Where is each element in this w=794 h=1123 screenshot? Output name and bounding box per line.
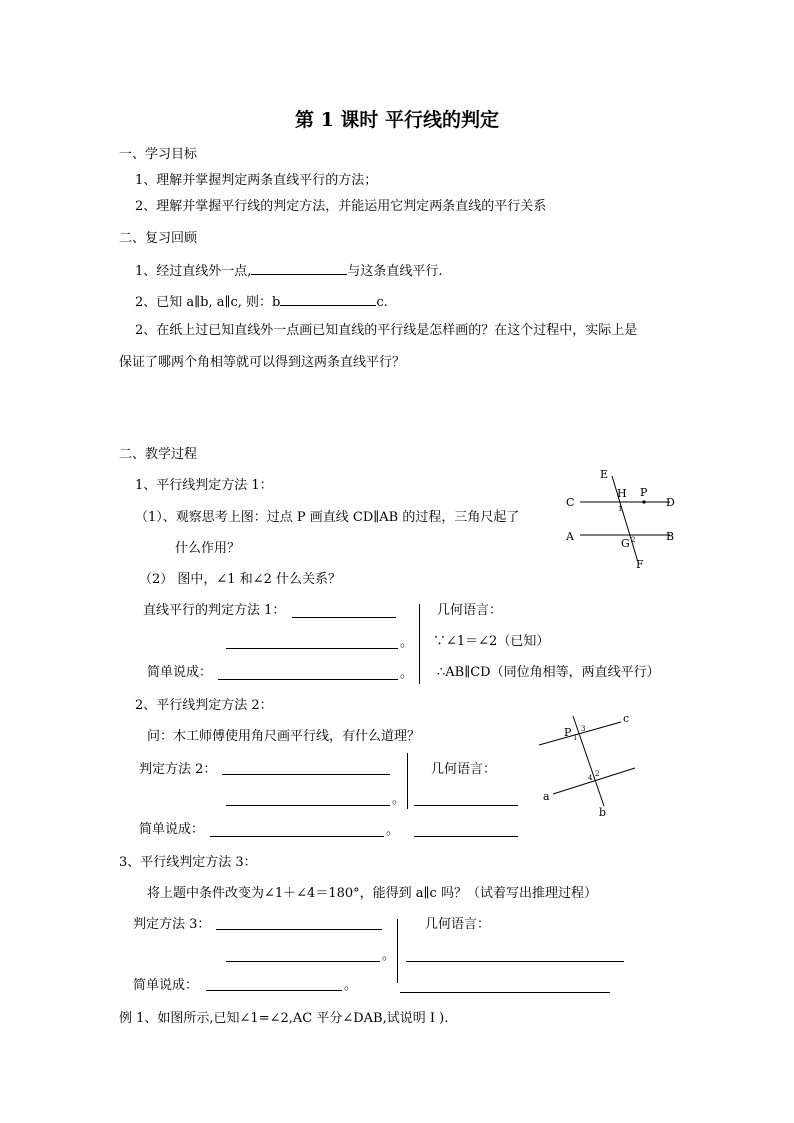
label-g: G [621, 537, 630, 550]
review-q1-blank[interactable] [251, 260, 347, 275]
method2-heading: 2、平行线判定方法 2： [135, 698, 273, 713]
review-q2 [135, 291, 388, 312]
figure-parallel-lines-1 [560, 462, 690, 572]
method3-period-1: 。 [382, 948, 396, 963]
method1-short-label: 简单说成： [147, 665, 213, 680]
method2-question: 问：木工师傅使用角尺画平行线，有什么道理？ [147, 729, 421, 744]
method1-geo-line2: ∴AB∥CD（同位角相等，两直线平行） [437, 665, 660, 680]
method3-divider [397, 919, 398, 983]
method1-question1-line1: （1）、观察思考上图：过点 P 画直线 CD∥AB 的过程，三角尺起了 [135, 510, 520, 525]
method2-blank-1[interactable] [222, 774, 390, 775]
review-q1-text-after: 与这条直线平行. [347, 264, 443, 279]
method3-short-label: 简单说成： [133, 978, 199, 993]
method3-blank-2[interactable] [226, 961, 380, 962]
method3-label: 判定方法 3： [133, 917, 211, 932]
review-q2-blank[interactable] [280, 291, 376, 306]
label-a: A [566, 530, 574, 543]
goal-item-1: 1、理解并掌握判定两条直线平行的方法； [135, 173, 378, 188]
review-q1 [135, 260, 443, 281]
label-angle-1: 1 [573, 734, 578, 742]
method1-period-1: 。 [400, 635, 414, 650]
method1-blank-3[interactable] [218, 679, 398, 680]
label-c: c [623, 712, 630, 725]
label-angle-4: 4 [588, 774, 593, 782]
review-q2-text-after: c. [376, 295, 388, 310]
label-c: C [566, 496, 575, 509]
review-q2-text-before: 2、已知 a∥b, a∥c, 则：b [135, 295, 281, 310]
page-title: 第 1 课时 平行线的判定 [294, 109, 500, 131]
label-angle-3: 3 [581, 725, 586, 733]
label-d: D [666, 496, 675, 509]
method1-geo-line1: ∵∠1＝∠2（已知） [433, 634, 550, 649]
method1-divider [419, 604, 420, 684]
line-a [553, 768, 635, 794]
method2-divider [407, 753, 408, 809]
method1-question1-line2: 什么作用？ [175, 541, 241, 556]
line-c [539, 722, 621, 745]
label-e: E [600, 468, 609, 481]
goal-item-2: 2、理解并掌握平行线的判定方法，并能运用它判定两条直线的平行关系 [135, 199, 547, 214]
method2-geo-blank-2[interactable] [414, 836, 518, 837]
review-q1-text-before: 1、经过直线外一点, [135, 264, 252, 279]
label-angle-2: 2 [631, 536, 636, 544]
review-q3-line1: 2、在纸上过已知直线外一点画已知直线的平行线是怎样画的？在这个过程中，实际上是 [135, 323, 638, 338]
method3-blank-3[interactable] [206, 990, 342, 991]
method3-blank-1[interactable] [216, 929, 382, 930]
point-p [642, 500, 645, 503]
label-b: B [666, 530, 675, 543]
method3-period-2: 。 [344, 978, 358, 993]
method1-geo-label: 几何语言： [437, 603, 503, 618]
method1-heading: 1、平行线判定方法 1： [135, 478, 273, 493]
label-a: a [543, 790, 550, 803]
method2-period-1: 。 [392, 792, 406, 807]
method2-blank-3[interactable] [210, 836, 384, 837]
method1-blank-2[interactable] [226, 648, 398, 649]
method1-period-2: 。 [400, 666, 414, 681]
label-b: b [599, 806, 607, 819]
method2-geo-label: 几何语言： [431, 762, 497, 777]
method2-short-label: 简单说成： [139, 822, 205, 837]
method2-geo-blank-1[interactable] [414, 805, 518, 806]
method3-geo-blank-2[interactable] [400, 992, 610, 993]
method3-heading: 3、平行线判定方法 3： [119, 855, 257, 870]
figure-parallel-lines-2 [533, 708, 643, 820]
label-angle-1: 1 [618, 505, 623, 513]
method1-question2: （2） 图中，∠1 和∠2 什么关系？ [139, 572, 341, 587]
example-1: 例 1、如图所示,已知∠1=∠2,AC 平分∠DAB,试说明 I ). [119, 1011, 449, 1026]
process-heading: 二、教学过程 [119, 447, 198, 462]
review-q3-line2: 保证了哪两个角相等就可以得到这两条直线平行？ [119, 355, 406, 370]
method1-label: 直线平行的判定方法 1： [143, 603, 286, 618]
review-heading: 二、复习回顾 [119, 231, 198, 246]
label-angle-2: 2 [595, 770, 600, 778]
label-p: P [640, 486, 648, 499]
method3-geo-blank-1[interactable] [406, 961, 624, 962]
method2-label: 判定方法 2： [139, 762, 217, 777]
label-h: H [617, 487, 627, 500]
goals-heading: 一、学习目标 [119, 147, 198, 162]
label-p: P [564, 726, 572, 739]
label-f: F [636, 558, 644, 571]
method2-blank-2[interactable] [226, 805, 390, 806]
method3-question: 将上题中条件改变为∠1＋∠4＝180°，能得到 a∥c 吗？（试着写出推理过程） [147, 886, 597, 901]
method2-period-2: 。 [386, 823, 400, 838]
method1-blank-1[interactable] [292, 617, 396, 618]
line-b [573, 716, 604, 806]
method3-geo-label: 几何语言： [425, 917, 491, 932]
